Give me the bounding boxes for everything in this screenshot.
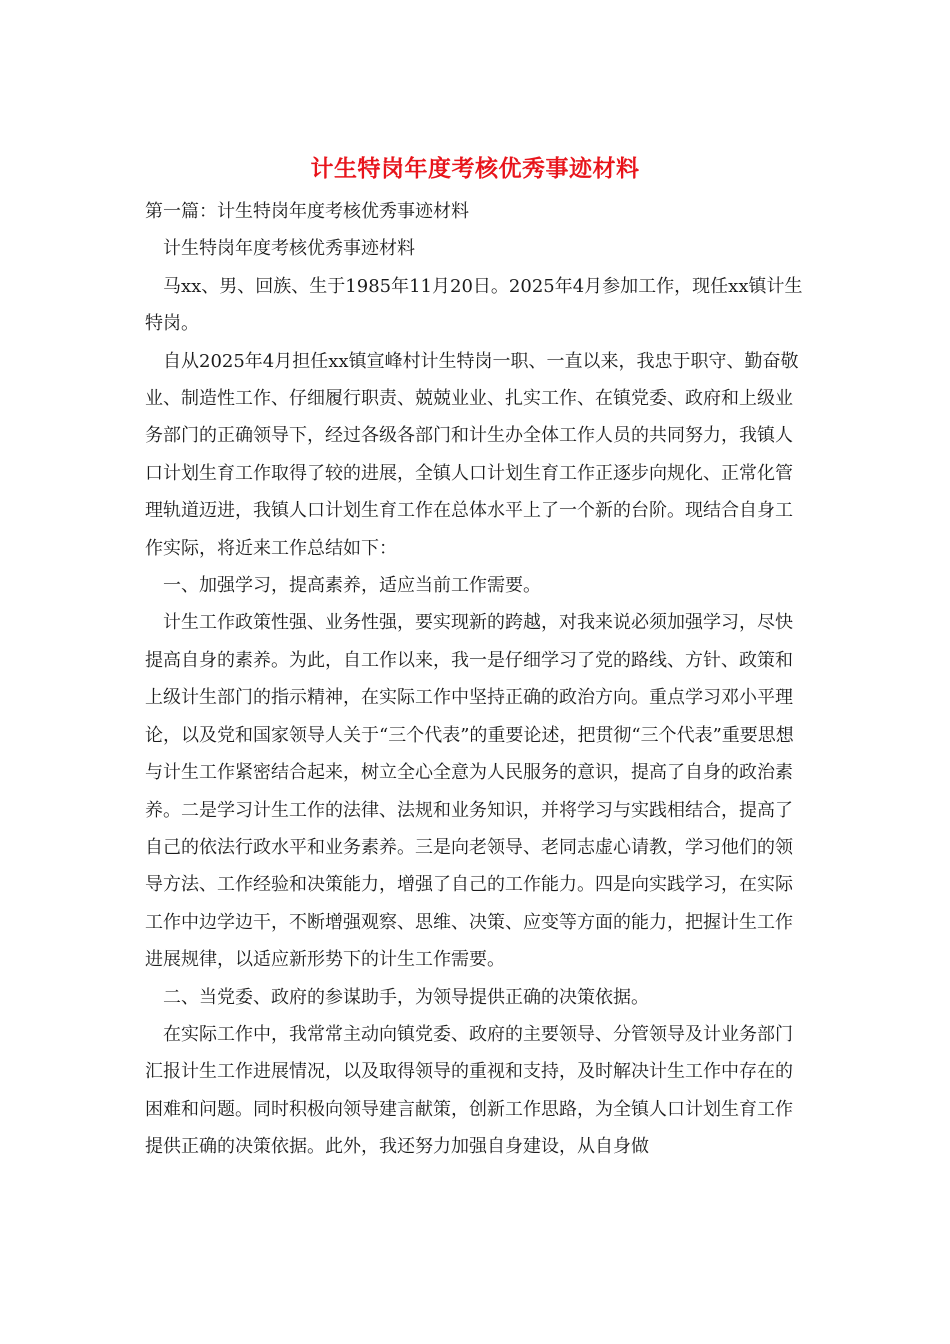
document-body bbox=[145, 193, 810, 1166]
chapter-heading: 第一篇：计生特岗年度考核优秀事迹材料 bbox=[145, 201, 469, 222]
body-paragraph: 计生工作政策性强、业务性强，要实现新的跨越，对我来说必须加强学习，尽快提高自身的素养。为此，自工作以来，我一是仔细学习了党的路线、方针、政策和上级计生部门的指示精神，在实际工作中坚持正确的政治方向。重点学习邓小平理论，以及党和国家领导人关于“三个代表”的重要论述，把贯彻“三个代表”重要思想与计生工作紧密结合起来，树立全心全意为人民服务的意识，提高了自身的政治素养。二是学习计生工作的法律、法规和业务知识，并将学习与实践相结合，提高了自己的依法行政水平和业务素养。三是向老领导、老同志虚心请教，学习他们的领导方法、工作经验和决策能力，增强了自己的工作能力。四是向实践学习，在实际工作中边学边干，不断增强观察、思维、决策、应变等方面的能力，把握计生工作进展规律，以适应新形势下的计生工作需要。 bbox=[145, 612, 794, 971]
section-heading: 计生特岗年度考核优秀事迹材料 bbox=[163, 238, 415, 260]
body-paragraph: 在实际工作中，我常常主动向镇党委、政府的主要领导、分管领导及计业务部门汇报计生工作进展情况，以及取得领导的重视和支持，及时解决计生工作中存在的困难和问题。同时积极向领导建言献策，创新工作思路，为全镇人口计划生育工作提供正确的决策依据。此外，我还努力加强自身建设，从自身做 bbox=[145, 1023, 793, 1158]
body-paragraph: 马xx、男、回族、生于1985年11月20日。2025年4月参加工作，现任xx镇计生特岗。 bbox=[145, 275, 803, 335]
body-paragraph: 自从2025年4月担任xx镇宣峰村计生特岗一职、一直以来，我忠于职守、勤奋敬业、制造性工作、仔细履行职责、兢兢业业、扎实工作、在镇党委、政府和上级业务部门的正确领导下，经过各级各部门和计生办全体工作人员的共同努力，我镇人口计划生育工作取得了较的进展，全镇人口计划生育工作正逐步向规化、正常化管理轨道迈进，我镇人口计划生育工作在总体水平上了一个新的台阶。现结合自身工作实际，将近来工作总结如下： bbox=[145, 350, 799, 559]
subheading: 一、加强学习，提高素养，适应当前工作需要。 bbox=[163, 575, 541, 597]
document-title: 计生特岗年度考核优秀事迹材料 bbox=[310, 155, 640, 182]
subheading: 二、当党委、政府的参谋助手，为领导提供正确的决策依据。 bbox=[163, 986, 649, 1008]
